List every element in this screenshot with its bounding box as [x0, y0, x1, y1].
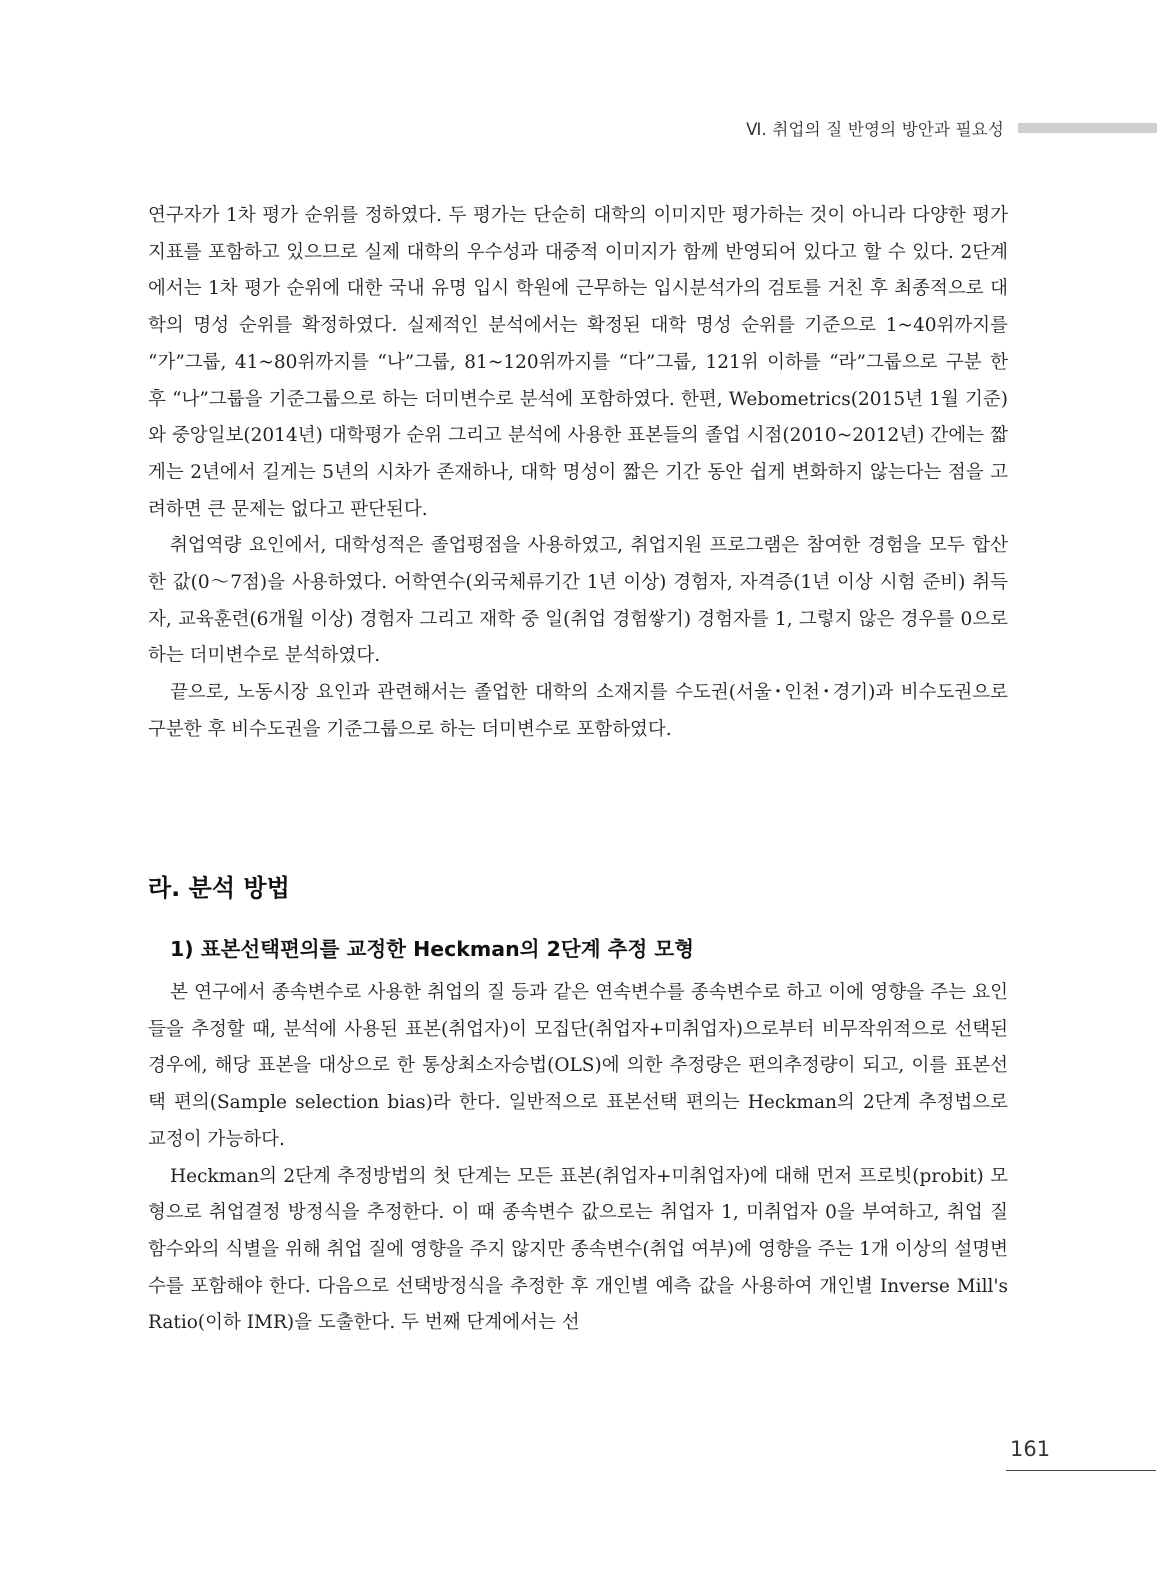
header-decorative-bar	[1018, 123, 1157, 133]
running-header-title: Ⅵ. 취업의 질 반영의 방안과 필요성	[746, 120, 1004, 139]
section-heading: 라. 분석 방법	[148, 874, 290, 902]
body-text-top	[148, 198, 1008, 749]
paragraph: 연구자가 1차 평가 순위를 정하였다. 두 평가는 단순히 대학의 이미지만 평가하는 것이 아니라 다양한 평가지표를 포함하고 있으므로 실제 대학의 우수성과 대중적 이미지가 함께 반영되어 있다고 할 수 있다. 2단계에서는 1차 평가 순위에 대한 국내 유명 입시 학원에 근무하는 입시분석가의 검토를 거친 후 최종적으로 대학의 명성 순위를 확정하였다. 실제적인 분석에서는 확정된 대학 명성 순위를 기준으로 1~40위까지를 “가”그룹, 41~80위까지를 “나”그룹, 81~120위까지를 “다”그룹, 121위 이하를 “라”그룹으로 구분 한 후 “나”그룹을 기준그룹으로 하는 더미변수로 분석에 포함하였다. 한편, Webometrics(2015년 1월 기준)와 중앙일보(2014년) 대학평가 순위 그리고 분석에 사용한 표본들의 졸업 시점(2010~2012년) 간에는 짧게는 2년에서 길게는 5년의 시차가 존재하나, 대학 명성이 짧은 기간 동안 쉽게 변화하지 않는다는 점을 고려하면 큰 문제는 없다고 판단된다.	[148, 205, 1008, 520]
paragraph: 끝으로, 노동시장 요인과 관련해서는 졸업한 대학의 소재지를 수도권(서울･인천･경기)과 비수도권으로 구분한 후 비수도권을 기준그룹으로 하는 더미변수로 포함하였다.	[148, 682, 1008, 740]
paragraph: Heckman의 2단계 추정방법의 첫 단계는 모든 표본(취업자+미취업자)에 대해 먼저 프로빗(probit) 모형으로 취업결정 방정식을 추정한다. 이 때 종속변수 값으로는 취업자 1, 미취업자 0을 부여하고, 취업 질 함수와의 식별을 위해 취업 질에 영향을 주지 않지만 종속변수(취업 여부)에 영향을 주는 1개 이상의 설명변수를 포함해야 한다. 다음으로 선택방정식을 추정한 후 개인별 예측 값을 사용하여 개인별 Inverse Mill's Ratio(이하 IMR)을 도출한다. 두 번째 단계에서는 선	[148, 1165, 1008, 1334]
footer-rule	[1006, 1470, 1156, 1471]
subsection-heading: 1) 표본선택편의를 교정한 Heckman의 2단계 추정 모형	[170, 937, 695, 961]
body-text-bottom	[148, 975, 1008, 1342]
paragraph: 본 연구에서 종속변수로 사용한 취업의 질 등과 같은 연속변수를 종속변수로 하고 이에 영향을 주는 요인들을 추정할 때, 분석에 사용된 표본(취업자)이 모집단(취업자+미취업자)으로부터 비무작위적으로 선택된 경우에, 해당 표본을 대상으로 한 통상최소자승법(OLS)에 의한 추정량은 편의추정량이 되고, 이를 표본선택 편의(Sample selection bias)라 한다. 일반적으로 표본선택 편의는 Heckman의 2단계 추정법으로 교정이 가능하다.	[148, 982, 1008, 1150]
paragraph: 취업역량 요인에서, 대학성적은 졸업평점을 사용하였고, 취업지원 프로그램은 참여한 경험을 모두 합산한 값(0～7점)을 사용하였다. 어학연수(외국체류기간 1년 이상) 경험자, 자격증(1년 이상 시험 준비) 취득자, 교육훈련(6개월 이상) 경험자 그리고 재학 중 일(취업 경험쌓기) 경험자를 1, 그렇지 않은 경우를 0으로 하는 더미변수로 분석하였다.	[148, 535, 1008, 667]
page-number: 161	[1010, 1437, 1051, 1461]
